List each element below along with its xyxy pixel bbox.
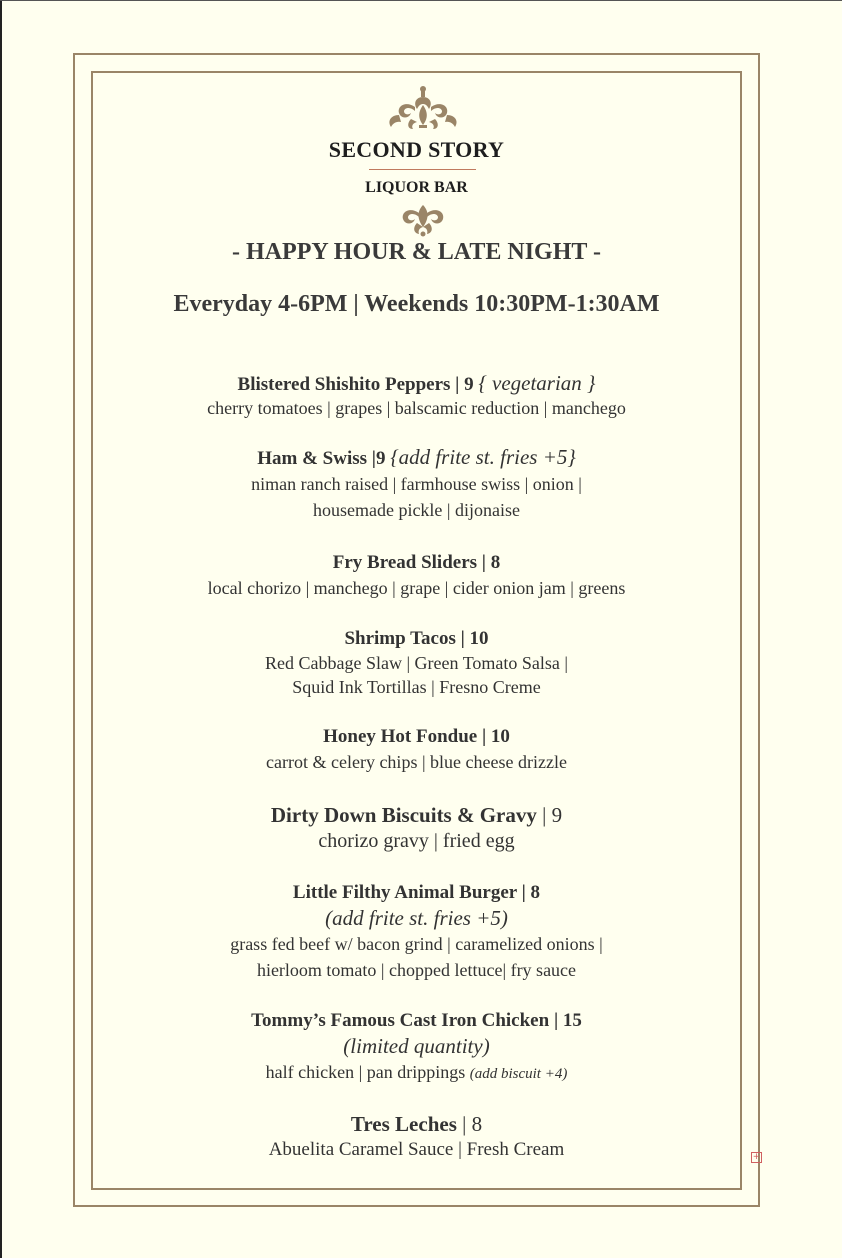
damask-ornament-icon [397, 203, 449, 237]
item-price: | 15 [553, 1010, 582, 1031]
item-price: | 10 [481, 726, 510, 747]
item-title [93, 881, 740, 905]
logo-subtitle: LIQUOR BAR [365, 179, 468, 196]
menu-item [93, 881, 740, 983]
item-title [93, 1009, 740, 1033]
item-name: Fry Bread Sliders [332, 552, 478, 573]
item-description: Abuelita Caramel Sauce | Fresh Cream [268, 1139, 565, 1160]
item-name: Dirty Down Biscuits & Gravy [270, 803, 537, 827]
hours-line: Everyday 4-6PM | Weekends 10:30PM-1:30AM [173, 291, 660, 317]
page-left-edge [0, 0, 2, 1258]
item-description: chorizo gravy | fried egg [318, 830, 515, 852]
item-price: | 8 [462, 1112, 483, 1136]
anchor-marker-icon[interactable]: + [752, 1152, 761, 1162]
item-note: { vegetarian } [478, 371, 596, 395]
item-description: housemade pickle | dijonaise [312, 500, 521, 520]
menu-item [93, 551, 740, 601]
item-description: cherry tomatoes | grapes | balscamic reduction | manchego [207, 398, 626, 418]
item-name: Tommy’s Famous Cast Iron Chicken [251, 1010, 550, 1031]
item-title [93, 802, 740, 828]
item-title [93, 445, 740, 471]
item-addon-note: (add biscuit +4) [469, 1066, 568, 1082]
menu-item [93, 725, 740, 775]
item-name: Shrimp Tacos [344, 628, 456, 649]
page-top-edge [0, 0, 842, 1]
item-price: | 9 [455, 374, 474, 395]
item-title [93, 627, 740, 651]
item-price: | 8 [481, 552, 501, 573]
item-title [93, 1111, 740, 1137]
menu-item [93, 371, 740, 419]
item-description: niman ranch raised | farmhouse swiss | onion | [251, 474, 582, 494]
item-price: |9 [371, 448, 386, 469]
item-name: Little Filthy Animal Burger [292, 882, 517, 903]
menu-headline: - HAPPY HOUR & LATE NIGHT - [232, 239, 601, 265]
item-title [93, 725, 740, 749]
item-description: Red Cabbage Slaw | Green Tomato Salsa | [264, 653, 569, 673]
item-note: (limited quantity) [343, 1034, 490, 1058]
item-description [93, 1059, 740, 1087]
item-description: grass fed beef w/ bacon grind | caramelized onions | [230, 934, 603, 954]
item-name: Blistered Shishito Peppers [237, 374, 451, 395]
item-price: | 9 [542, 803, 563, 827]
menu-item [93, 1111, 740, 1163]
item-description-text: half chicken | pan drippings [265, 1062, 466, 1082]
item-name: Tres Leches [350, 1112, 457, 1136]
item-price: | 10 [460, 628, 489, 649]
menu-item [93, 445, 740, 523]
menu-item [93, 627, 740, 699]
crest-ornament-icon [383, 85, 463, 133]
item-title [93, 371, 740, 397]
item-price: | 8 [521, 882, 541, 903]
logo-divider [369, 169, 476, 170]
item-description: local chorizo | manchego | grape | cider onion jam | greens [207, 578, 626, 598]
logo-name: SECOND STORY [328, 137, 505, 162]
item-title [93, 551, 740, 575]
menu-item [93, 1009, 740, 1087]
menu-item [93, 802, 740, 854]
item-note: {add frite st. fries +5} [390, 445, 576, 469]
item-description: carrot & celery chips | blue cheese drizzle [266, 752, 567, 772]
item-description: Squid Ink Tortillas | Fresno Creme [292, 677, 541, 697]
item-description: hierloom tomato | chopped lettuce| fry sauce [256, 960, 577, 980]
item-name: Honey Hot Fondue [323, 726, 478, 747]
item-name: Ham & Swiss [257, 448, 368, 469]
item-note: (add frite st. fries +5) [325, 906, 508, 930]
